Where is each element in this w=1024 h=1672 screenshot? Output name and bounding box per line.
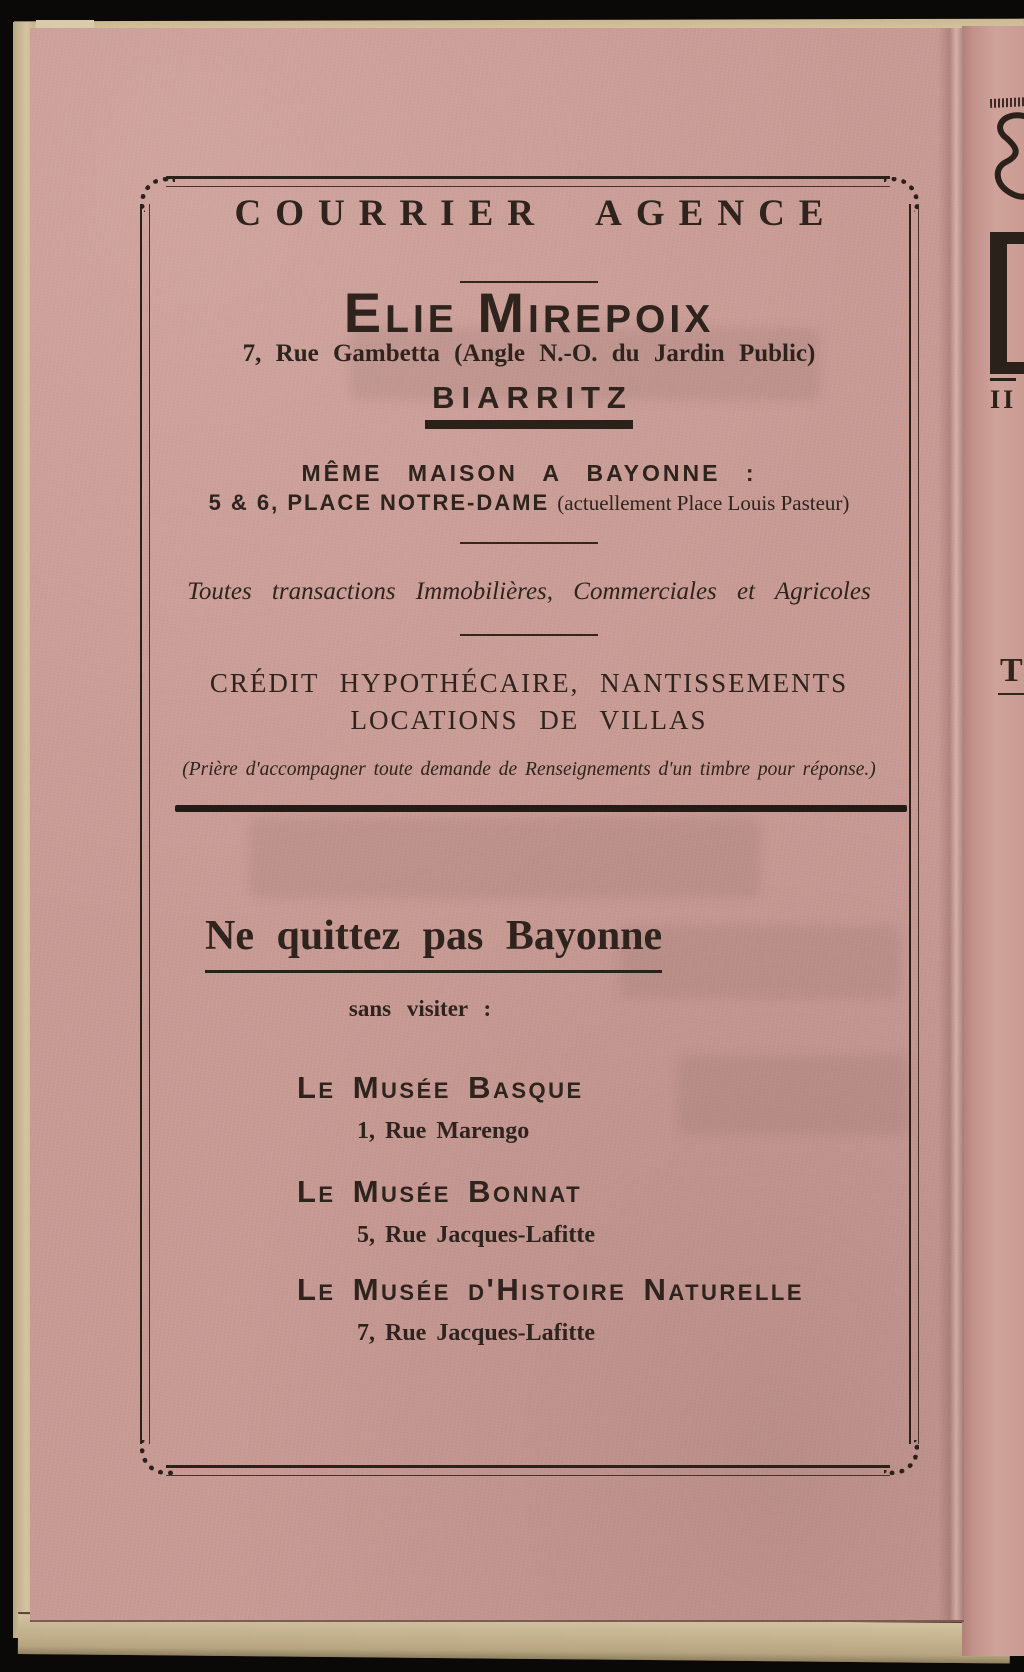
- visit-subtitle: sans visiter :: [348, 996, 492, 1021]
- adjacent-page-numeral: II: [990, 378, 1016, 415]
- museum-item: [297, 1070, 584, 1145]
- museum-address: 7, Rue Jacques-Lafitte: [357, 1320, 595, 1346]
- request-note: (Prière d'accompagner toute demande de Renseignements d'un timbre pour réponse.): [182, 759, 876, 780]
- museum-name: Le Musée Basque: [297, 1070, 584, 1105]
- agency-city: BIARRITZ: [425, 380, 633, 429]
- advertisement-page: [30, 28, 964, 1622]
- frame-corner-dotted: [140, 1440, 175, 1475]
- museum-address: 1, Rue Marengo: [357, 1118, 530, 1144]
- branch-note: (actuellement Place Louis Pasteur): [557, 491, 850, 515]
- branch-address: 5 & 6, PLACE NOTRE-DAME: [208, 490, 558, 515]
- fragment-stem: [990, 232, 1007, 374]
- locations-line: LOCATIONS DE VILLAS: [350, 705, 708, 735]
- visit-title-wrap: [205, 912, 662, 973]
- ink-bleedthrough: [678, 1056, 908, 1134]
- transactions-line: Toutes transactions Immobilières, Commerciales et Agricoles: [187, 578, 871, 605]
- credit-line: CRÉDIT HYPOTHÉCAIRE, NANTISSEMENTS: [209, 668, 849, 698]
- partial-letter-fragment: [990, 232, 1024, 374]
- museum-address: 5, Rue Jacques-Lafitte: [357, 1222, 595, 1248]
- adjacent-page-strip: [962, 26, 1024, 1656]
- visit-title: Ne quittez pas Bayonne: [205, 912, 662, 973]
- separator-rule: [140, 542, 918, 544]
- branch-line: MÊME MAISON A BAYONNE :: [301, 460, 757, 486]
- fragment-bottom-serif: [990, 362, 1024, 374]
- frame-bottom-rule: [166, 1465, 890, 1476]
- agency-header: COURRIER AGENCE: [234, 193, 838, 234]
- partial-ornament-bar: [990, 97, 1024, 108]
- museum-item: [297, 1174, 595, 1249]
- agency-name: Elie Mirepoix: [343, 281, 715, 344]
- frame-corner-dotted: [884, 1440, 919, 1475]
- frame-top-rule: [166, 176, 890, 187]
- museum-name: Le Musée d'Histoire Naturelle: [297, 1272, 805, 1307]
- adjacent-page-partial-letter: T: [998, 652, 1024, 695]
- partial-swash-ornament: [992, 110, 1024, 210]
- museum-item: [297, 1272, 804, 1347]
- agency-city-wrap: [140, 380, 918, 429]
- heavy-divider-rule: [175, 805, 907, 812]
- agency-address: 7, Rue Gambetta (Angle N.-O. du Jardin Public): [242, 340, 816, 367]
- museum-name: Le Musée Bonnat: [297, 1174, 583, 1209]
- ink-bleedthrough: [250, 818, 760, 898]
- separator-rule: [140, 634, 918, 636]
- branch-address-line: [140, 490, 918, 516]
- page-fold-crease: [938, 28, 964, 1620]
